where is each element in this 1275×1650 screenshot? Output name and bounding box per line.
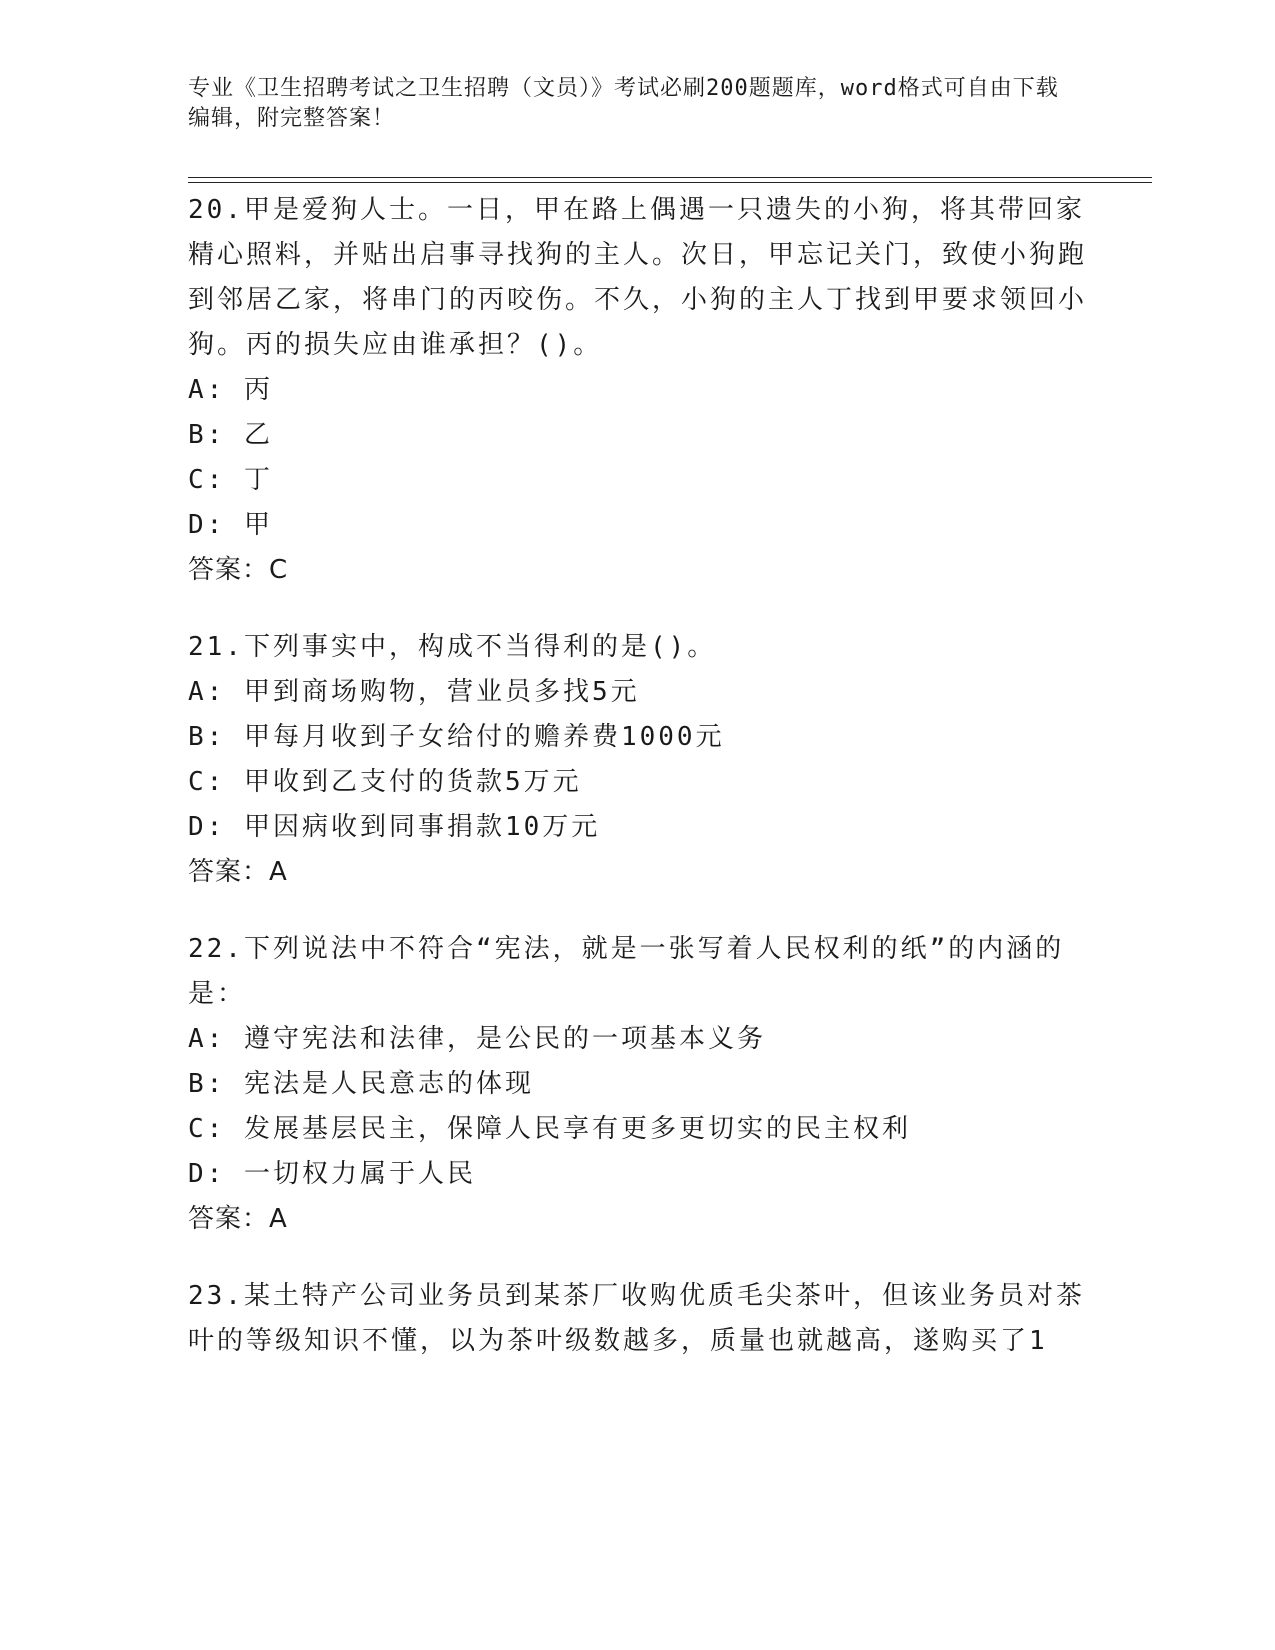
option-a: A: 甲到商场购物，营业员多找5元	[188, 677, 640, 707]
option-d: D: 甲因病收到同事捐款10万元	[188, 812, 601, 842]
answer: 答案：A	[188, 857, 288, 887]
option-c: C: 甲收到乙支付的货款5万元	[188, 767, 582, 797]
option-c: C: 丁	[188, 465, 273, 495]
question-list	[188, 188, 1088, 1396]
option-b: B: 甲每月收到子女给付的赡养费1000元	[188, 722, 725, 752]
option-a: A: 遵守宪法和法律，是公民的一项基本义务	[188, 1024, 766, 1054]
question-23	[188, 1274, 1088, 1364]
question-22	[188, 927, 1088, 1242]
answer: 答案：C	[188, 555, 289, 585]
question-stem: 22.下列说法中不符合“宪法，就是一张写着人民权利的纸”的内涵的是：	[188, 934, 1065, 1009]
option-b: B: 乙	[188, 420, 273, 450]
question-stem: 20.甲是爱狗人士。一日，甲在路上偶遇一只遗失的小狗，将其带回家精心照料，并贴出启事寻找狗的主人。次日，甲忘记关门，致使小狗跑到邻居乙家，将串门的丙咬伤。不久，小狗的主人丁找到甲要求领回小狗。丙的损失应由谁承担？()。	[188, 195, 1088, 360]
option-d: D: 甲	[188, 510, 273, 540]
question-21	[188, 625, 1088, 895]
answer: 答案：A	[188, 1204, 288, 1234]
option-c: C: 发展基层民主，保障人民享有更多更切实的民主权利	[188, 1114, 911, 1144]
header-divider-top	[188, 177, 1152, 178]
question-stem: 23.某土特产公司业务员到某茶厂收购优质毛尖茶叶，但该业务员对茶叶的等级知识不懂，以为茶叶级数越多，质量也就越高，遂购买了1	[188, 1281, 1085, 1356]
option-b: B: 宪法是人民意志的体现	[188, 1069, 534, 1099]
header-divider-bottom	[188, 182, 1152, 183]
option-d: D: 一切权力属于人民	[188, 1159, 476, 1189]
question-20	[188, 188, 1088, 593]
option-a: A: 丙	[188, 375, 273, 405]
document-header: 专业《卫生招聘考试之卫生招聘（文员）》考试必刷200题题库，word格式可自由下载编辑，附完整答案！	[188, 76, 1059, 131]
question-stem: 21.下列事实中，构成不当得利的是()。	[188, 632, 717, 662]
